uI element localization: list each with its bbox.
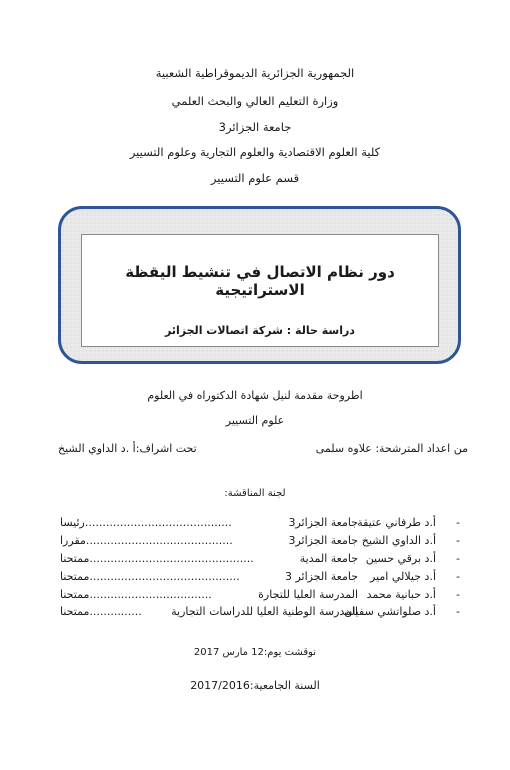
ministry-line: وزارة التعليم العالي والبحث العلمي [171, 94, 339, 108]
member-name: أ.د برقي حسين [365, 552, 436, 565]
defense-date: نوقشت يوم:12 مارس 2017 [193, 647, 317, 658]
case-study-subtitle: دراسة حالة : شركة اتصالات الجزائر [165, 324, 355, 337]
member-role: ...............ممتحنا [60, 605, 142, 618]
member-name: أ.د طرفاني عتيقة [357, 516, 436, 529]
list-bullet: - [456, 552, 460, 565]
list-bullet: - [456, 534, 460, 547]
member-role: ...........................................ممتحنا [60, 570, 240, 583]
university-line: جامعة الجزائر3 [218, 120, 292, 134]
list-bullet: - [456, 605, 460, 618]
list-bullet: - [456, 570, 460, 583]
member-role: ...................................ممتحنا [60, 588, 212, 601]
committee-heading: لجنة المناقشة: [224, 488, 286, 499]
member-role: ..........................................رئيسا [60, 516, 232, 529]
title-box [81, 234, 439, 347]
committee-row [0, 552, 510, 568]
committee-row [0, 516, 510, 532]
member-institution: المدرسة الوطنية العليا للدراسات التجارية [171, 605, 358, 618]
committee-row [0, 534, 510, 550]
member-institution: جامعة الجزائر3 [288, 516, 358, 529]
member-institution: جامعة الجزائر 3 [284, 570, 358, 583]
supervisor-line: تحت اشراف:أ .د الداوي الشيخ [58, 442, 197, 455]
member-institution: جامعة الجزائر3 [288, 534, 358, 547]
member-name: أ.د صلواتشي سفيان [344, 605, 436, 618]
department-line: قسم علوم التسيير [210, 171, 300, 185]
candidate-line: من اعداد المترشحة: علاوه سلمى [315, 442, 468, 455]
thesis-statement: اطروحة مقدمة لنيل شهادة الدكتوراه في العلوم [147, 389, 363, 402]
republic-line: الجمهورية الجزائرية الديموقراطية الشعبية [155, 66, 355, 80]
member-name: أ.د الداوي الشيخ [361, 534, 436, 547]
member-role: ..........................................مقررا [60, 534, 233, 547]
member-name: أ.د جيلالي امير [370, 570, 436, 583]
academic-year: السنة الجامعية:2017/2016 [190, 679, 320, 692]
list-bullet: - [456, 588, 460, 601]
thesis-title: دور نظام الاتصال في تنشيط اليقظة الاستراتيجية [125, 263, 395, 299]
member-role: ...............................................ممتحنا [60, 552, 254, 565]
faculty-line: كلية العلوم الاقتصادية والعلوم التجارية وعلوم التسيير [129, 145, 381, 159]
title-frame [58, 206, 461, 364]
member-institution: جامعة المدية [299, 552, 358, 565]
thesis-field: علوم التسيير [225, 414, 285, 427]
list-bullet: - [456, 516, 460, 529]
committee-row [0, 605, 510, 621]
committee-row [0, 570, 510, 586]
member-institution: المدرسة العليا للتجارة [258, 588, 358, 601]
committee-row [0, 588, 510, 604]
member-name: أ.د حبانية محمد [366, 588, 436, 601]
